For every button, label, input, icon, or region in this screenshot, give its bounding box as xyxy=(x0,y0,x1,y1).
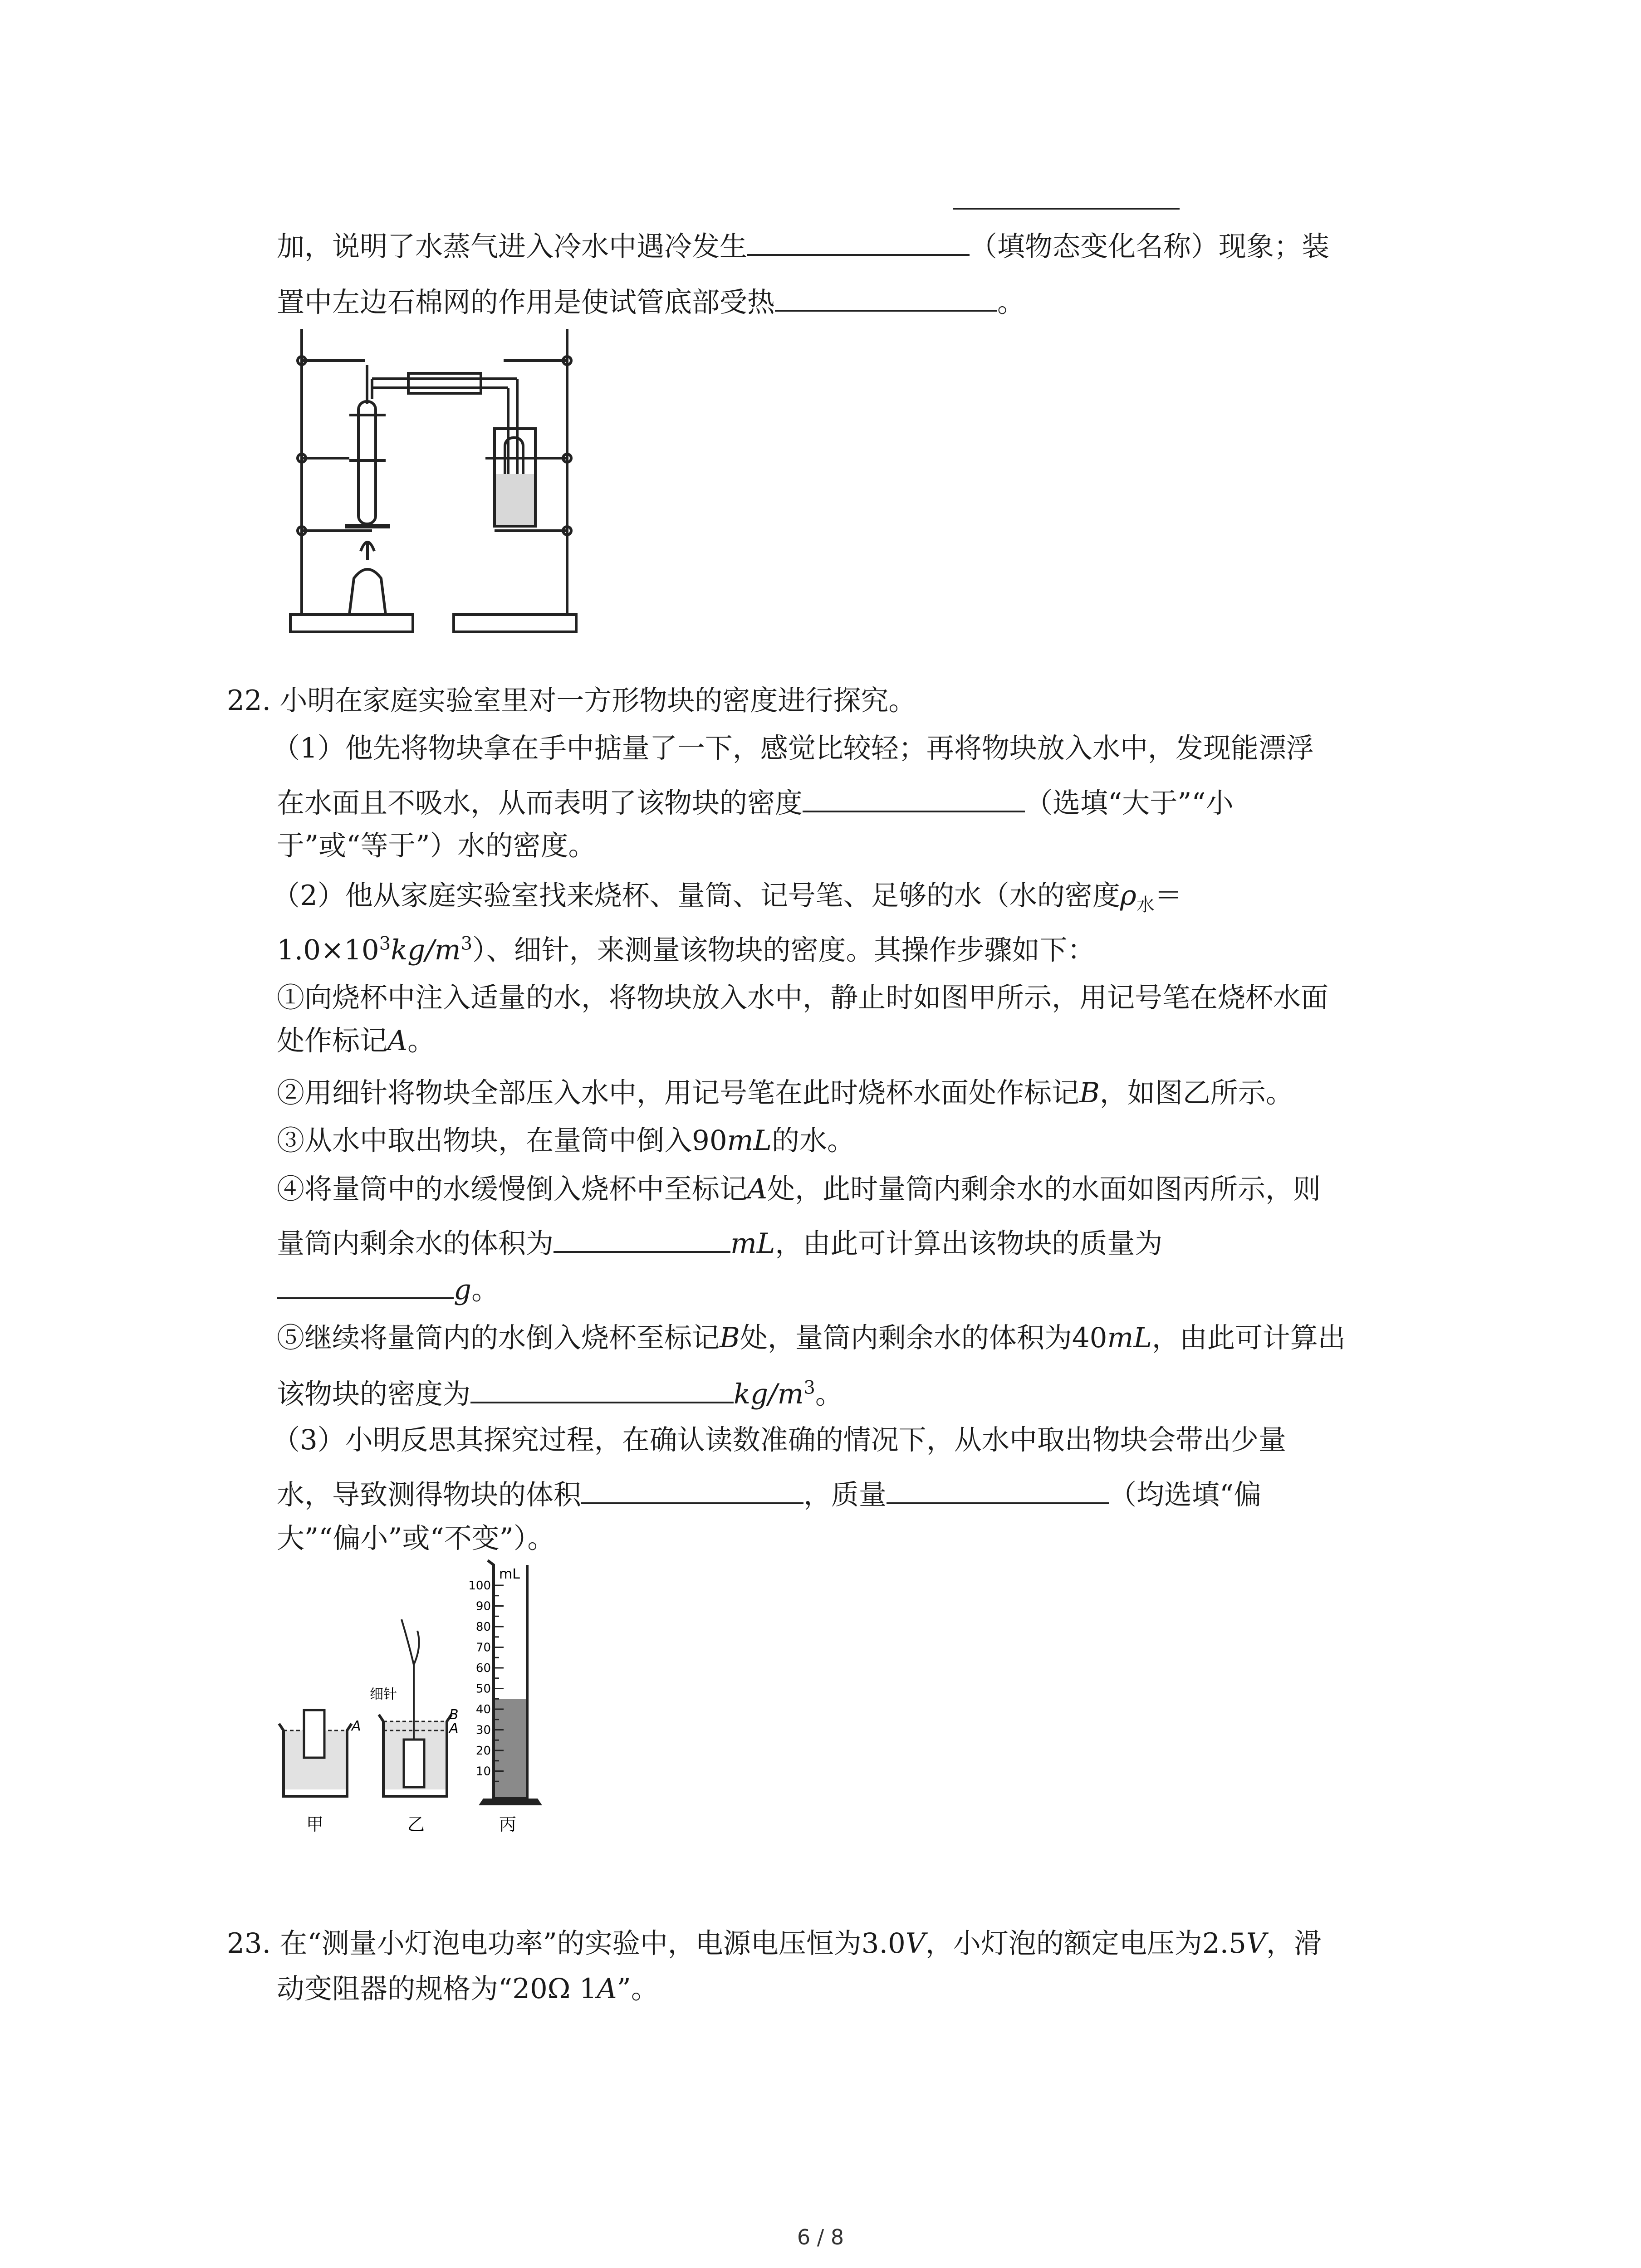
q23-text: 动变阻器的规格为“ xyxy=(277,1973,513,2005)
q22-step5-line2 xyxy=(277,1374,843,1413)
q22-text: ②用细针将物块全部压入水中，用记号笔在此时烧杯水面处作标记 xyxy=(277,1077,1080,1109)
variable: A xyxy=(747,1173,768,1205)
unit: A xyxy=(597,1973,617,2005)
q21-line-1 xyxy=(277,227,1329,265)
q22-part3-line2 xyxy=(277,1475,1261,1513)
cylinder-tick-label: 20 xyxy=(475,1744,491,1758)
mark-b-label: B xyxy=(449,1707,459,1723)
rheostat-spec: 20Ω 1 xyxy=(512,1973,597,2005)
q22-step5-line1 xyxy=(277,1320,1346,1356)
q22-text: 。 xyxy=(471,1274,500,1306)
exponent: 3 xyxy=(379,933,391,954)
q22-text: ，由此可计算出 xyxy=(1151,1322,1346,1354)
q22-text: （2）他从家庭实验室找来烧杯、量筒、记号笔、足够的水（水的密度 xyxy=(272,880,1120,912)
q22-text: 该物块的密度为 xyxy=(277,1378,471,1410)
voltage-value: 2.5 xyxy=(1202,1927,1246,1960)
beaker-jia-caption: 甲 xyxy=(306,1814,324,1834)
q22-step1-line2 xyxy=(277,1023,435,1059)
q22-text: 水，导致测得物块的体积 xyxy=(277,1479,582,1511)
answer-blank[interactable] xyxy=(554,1224,730,1253)
cylinder-water xyxy=(494,1699,527,1799)
unit: V xyxy=(1246,1927,1266,1960)
q22-text: 处，量筒内剩余水的体积为 xyxy=(740,1322,1072,1354)
graduated-cylinder xyxy=(468,1560,542,1834)
unit: mL xyxy=(1107,1322,1152,1354)
q22-step4-line3 xyxy=(277,1270,499,1308)
q22-step1-line1: ①向烧杯中注入适量的水，将物块放入水中，静止时如图甲所示，用记号笔在烧杯水面 xyxy=(277,982,1329,1014)
q22-text: 。 xyxy=(815,1378,843,1410)
beaker-jia xyxy=(279,1710,361,1834)
q23-line1 xyxy=(227,1926,1322,1962)
q22-step4-line2 xyxy=(277,1224,1162,1262)
answer-blank[interactable] xyxy=(953,181,1180,210)
q23-text: ”。 xyxy=(617,1973,659,2005)
cylinder-tick-label: 60 xyxy=(475,1662,491,1675)
q22-text: （均选填“偏 xyxy=(1109,1479,1262,1511)
q22-part3-line3: 大”“偏小”或“不变”）。 xyxy=(277,1522,555,1554)
unit: mL xyxy=(727,1124,772,1157)
q22-step3 xyxy=(277,1123,855,1159)
page-number: 6 / 8 xyxy=(797,2225,844,2249)
cylinder-tick-label: 80 xyxy=(475,1620,491,1634)
cylinder-tick-label: 70 xyxy=(475,1641,491,1655)
voltage-value: 3.0 xyxy=(861,1927,906,1960)
answer-blank[interactable] xyxy=(887,1475,1109,1504)
cylinder-tick-label: 10 xyxy=(475,1765,491,1779)
unit: V xyxy=(905,1927,926,1960)
cylinder-caption: 丙 xyxy=(499,1814,517,1834)
rho-symbol: ρ xyxy=(1120,880,1136,912)
cylinder-scale xyxy=(468,1579,504,1781)
q22-part1-line2 xyxy=(277,783,1234,821)
volume-value: 90 xyxy=(692,1124,727,1157)
q22-stem: 22. 小明在家庭实验室里对一方形物块的密度进行探究。 xyxy=(227,684,916,717)
q23-line2 xyxy=(277,1971,659,2007)
q22-text: ，质量 xyxy=(803,1479,887,1511)
q21-line-2 xyxy=(277,283,1025,321)
answer-blank[interactable] xyxy=(277,1270,454,1299)
cylinder-tick-label: 40 xyxy=(475,1703,491,1716)
beaker-yi xyxy=(370,1619,459,1834)
q22-text: ，由此可计算出该物块的质量为 xyxy=(775,1227,1163,1260)
q22-text: 处，此时量筒内剩余水的水面如图丙所示，则 xyxy=(767,1173,1321,1205)
answer-blank[interactable] xyxy=(775,283,997,312)
q23-text: 23. 在“测量小灯泡电功率”的实验中，电源电压恒为 xyxy=(227,1927,862,1960)
volume-value: 40 xyxy=(1072,1322,1107,1354)
unit: kg/m xyxy=(734,1378,804,1410)
q22-text: ）、细针，来测量该物块的密度。其操作步骤如下： xyxy=(472,934,1095,966)
top-answer-blank[interactable] xyxy=(953,181,1180,219)
q22-step4-line1 xyxy=(277,1171,1321,1207)
q21-text: （填物态变化名称）现象；装 xyxy=(970,230,1330,263)
needle-label: 细针 xyxy=(370,1686,397,1702)
rho-subscript: 水 xyxy=(1136,894,1155,916)
cylinder-tick-label: 90 xyxy=(475,1599,491,1613)
q22-part1-line3: 于”或“等于”）水的密度。 xyxy=(277,830,596,862)
q22-text: 处作标记 xyxy=(277,1025,388,1057)
q23-text: ，滑 xyxy=(1266,1927,1322,1960)
q21-text: 加，说明了水蒸气进入冷水中遇冷发生 xyxy=(277,230,748,263)
density-value: 1.0×10 xyxy=(277,934,379,966)
exponent: 3 xyxy=(803,1377,815,1398)
variable: A xyxy=(387,1025,408,1057)
q22-part3-line1: （3）小明反思其探究过程，在确认读数准确的情况下，从水中取出物块会带出少量 xyxy=(272,1424,1286,1456)
answer-blank[interactable] xyxy=(747,227,970,256)
q22-text: 在水面且不吸水，从而表明了该物块的密度 xyxy=(277,787,803,819)
cylinder-tick-label: 50 xyxy=(475,1682,491,1696)
beaker-cylinder-figure xyxy=(272,1551,599,1851)
variable: B xyxy=(720,1322,740,1354)
q22-part2-line2 xyxy=(277,932,1095,968)
exponent: 3 xyxy=(460,933,473,954)
q22-text: ④将量筒中的水缓慢倒入烧杯中至标记 xyxy=(277,1173,748,1205)
mark-a-label: A xyxy=(352,1718,361,1734)
q22-text: ，如图乙所示。 xyxy=(1099,1077,1293,1109)
q22-step2 xyxy=(277,1075,1293,1111)
mark-a-label: A xyxy=(449,1721,459,1736)
q23-text: ，小灯泡的额定电压为 xyxy=(925,1927,1202,1960)
unit: g xyxy=(454,1274,472,1306)
answer-blank[interactable] xyxy=(581,1475,803,1504)
unit: kg/m xyxy=(391,934,461,966)
q22-text: 量筒内剩余水的体积为 xyxy=(277,1227,554,1260)
answer-blank[interactable] xyxy=(803,783,1025,812)
q22-text: （选填“大于”“小 xyxy=(1025,787,1234,819)
distillation-apparatus-figure xyxy=(281,324,635,642)
q22-text: ⑤继续将量筒内的水倒入烧杯至标记 xyxy=(277,1322,720,1354)
cylinder-tick-label: 30 xyxy=(475,1723,491,1737)
cylinder-unit: mL xyxy=(499,1566,520,1582)
q22-text: 的水。 xyxy=(772,1124,855,1157)
answer-blank[interactable] xyxy=(470,1374,734,1403)
q21-text: 。 xyxy=(997,286,1025,318)
q22-text: ＝ xyxy=(1154,880,1182,912)
q22-part2-line1 xyxy=(272,878,1182,914)
unit: mL xyxy=(730,1227,775,1260)
variable: B xyxy=(1079,1077,1100,1109)
q21-text: 置中左边石棉网的作用是使试管底部受热 xyxy=(277,286,775,318)
beaker-yi-caption: 乙 xyxy=(407,1814,425,1834)
q22-text: 。 xyxy=(407,1025,436,1057)
q22-part1-line1: （1）他先将物块拿在手中掂量了一下，感觉比较轻；再将物块放入水中，发现能漂浮 xyxy=(272,732,1314,764)
cylinder-tick-label: 100 xyxy=(468,1579,491,1593)
q22-text: ③从水中取出物块，在量筒中倒入 xyxy=(277,1124,692,1157)
